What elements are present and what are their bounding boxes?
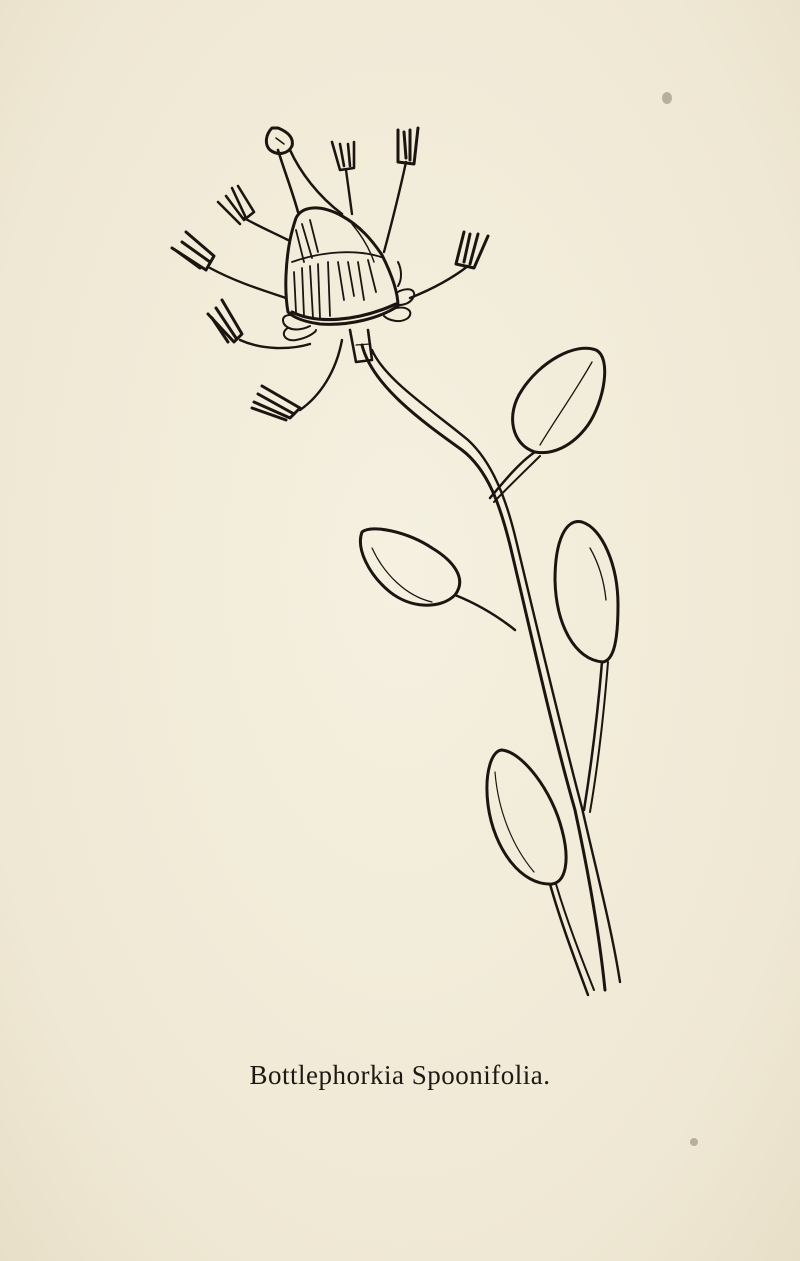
leaf-left-stalk	[455, 595, 515, 630]
bottle-neck	[278, 150, 342, 214]
leaf-top-right-stalk-2	[494, 456, 540, 502]
leaf-top-right-stalk	[490, 452, 535, 498]
fork-head-1	[218, 186, 254, 224]
fork-stalk-3	[240, 340, 310, 348]
leaf-bottom-shading	[495, 772, 534, 872]
fork-stalk-7	[410, 266, 468, 298]
fork-head-4	[252, 386, 300, 420]
fork-stalk-5	[346, 170, 352, 214]
leaf-left	[360, 529, 459, 605]
fork-stalk-4	[300, 340, 342, 410]
plate-caption: Bottlephorkia Spoonifolia.	[249, 1060, 551, 1090]
main-stem	[362, 345, 605, 990]
leaf-bottom-stalk-2	[556, 884, 594, 990]
leaf-right-mid-highlight	[590, 548, 606, 600]
leaf-bottom-stalk	[550, 884, 588, 995]
leaf-bottom	[487, 750, 566, 884]
leaf-top-right-midrib	[540, 362, 592, 445]
fork-stalk-1	[244, 218, 288, 240]
main-stem-inner	[372, 350, 620, 982]
leaf-right-mid	[555, 522, 618, 662]
fork-head-7	[456, 232, 488, 268]
paper-speck	[662, 92, 672, 104]
fork-head-3	[208, 300, 242, 342]
fork-head-5	[332, 142, 354, 170]
fork-head-6	[398, 128, 418, 164]
fork-stalk-2	[210, 268, 286, 298]
paper-speck	[690, 1138, 698, 1146]
fork-stalk-6	[384, 162, 406, 252]
fork-head-2	[172, 232, 214, 270]
leaf-left-shading	[372, 548, 432, 602]
